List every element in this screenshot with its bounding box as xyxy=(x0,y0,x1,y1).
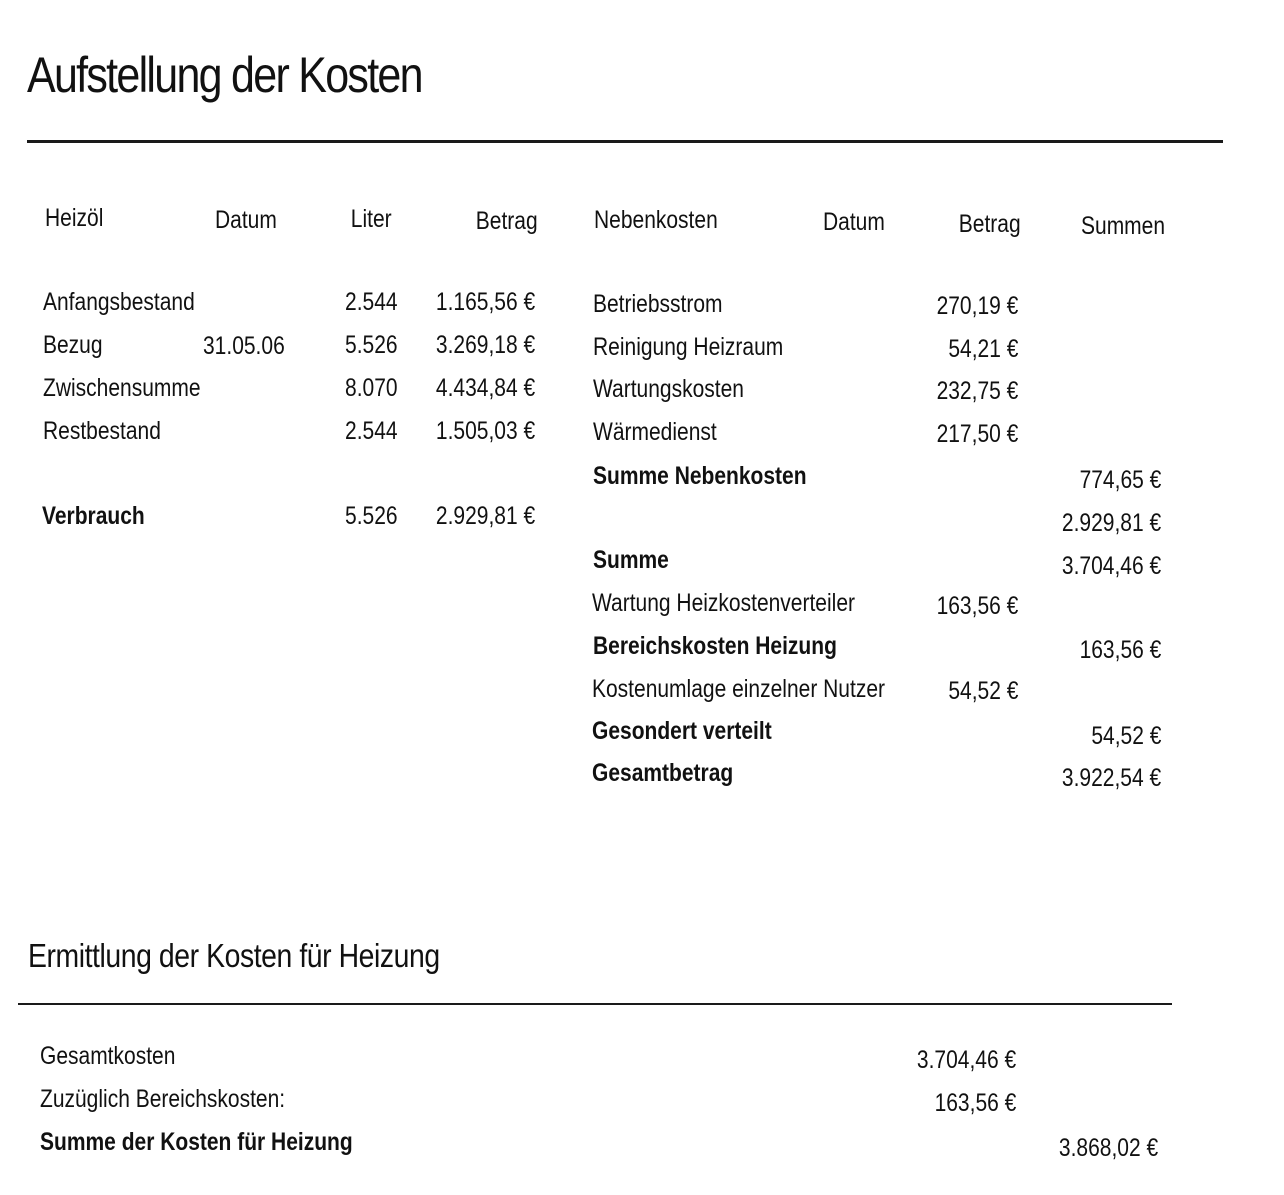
ermittlung-row-summe: 3.868,02 € xyxy=(1058,1134,1158,1162)
heizoel-row-label: Bezug xyxy=(43,331,103,359)
heizoel-header-betrag: Betrag xyxy=(476,207,538,235)
heizoel-row-betrag: 1.165,56 € xyxy=(435,288,535,316)
nebenkosten-header-datum: Datum xyxy=(823,208,885,236)
ermittlung-row-label: Zuzüglich Bereichskosten: xyxy=(40,1085,286,1113)
nebenkosten-row-label: Wartungskosten xyxy=(593,375,744,403)
heizoel-header-liter: Liter xyxy=(351,205,392,233)
nebenkosten-header-betrag: Betrag xyxy=(959,210,1021,238)
heizoel-row-liter: 2.544 xyxy=(345,288,398,316)
heizoel-verbrauch-liter: 5.526 xyxy=(345,502,398,530)
ermittlung-row-label: Summe der Kosten für Heizung xyxy=(40,1128,353,1156)
ermittlung-row-betrag: 3.704,46 € xyxy=(916,1046,1016,1074)
heizoel-row-betrag: 4.434,84 € xyxy=(435,374,535,402)
ermittlung-row-betrag: 163,56 € xyxy=(934,1089,1016,1117)
heizoel-verbrauch-betrag: 2.929,81 € xyxy=(435,502,535,530)
nebenkosten-row-summe: 163,56 € xyxy=(1079,636,1161,664)
heizoel-row-liter: 2.544 xyxy=(345,417,398,445)
nebenkosten-row-betrag: 163,56 € xyxy=(936,592,1018,620)
ermittlung-row-label: Gesamtkosten xyxy=(40,1042,176,1070)
heizoel-row-betrag: 3.269,18 € xyxy=(435,331,535,359)
nebenkosten-row-label: Reinigung Heizraum xyxy=(593,333,784,361)
nebenkosten-row-label: Kostenumlage einzelner Nutzer xyxy=(592,675,886,703)
nebenkosten-row-label: Gesondert verteilt xyxy=(592,717,772,745)
nebenkosten-row-summe: 3.922,54 € xyxy=(1061,764,1161,792)
page-title: Aufstellung der Kosten xyxy=(27,47,422,103)
nebenkosten-row-label: Summe xyxy=(593,546,669,574)
nebenkosten-row-label: Betriebsstrom xyxy=(593,290,723,318)
nebenkosten-row-summe: 54,52 € xyxy=(1090,722,1161,750)
heizoel-row-datum: 31.05.06 xyxy=(203,332,285,360)
nebenkosten-row-betrag: 54,21 € xyxy=(947,335,1018,363)
nebenkosten-row-summe: 2.929,81 € xyxy=(1061,509,1161,537)
heizoel-verbrauch-label: Verbrauch xyxy=(42,502,145,530)
nebenkosten-row-summe: 774,65 € xyxy=(1079,466,1161,494)
heizoel-row-liter: 5.526 xyxy=(345,331,398,359)
heizoel-header-label: Heizöl xyxy=(45,204,104,232)
nebenkosten-row-label: Gesamtbetrag xyxy=(592,759,734,787)
nebenkosten-row-label: Summe Nebenkosten xyxy=(593,462,807,490)
heizoel-header-datum: Datum xyxy=(215,206,277,234)
nebenkosten-row-betrag: 232,75 € xyxy=(936,377,1018,405)
heizoel-row-label: Anfangsbestand xyxy=(43,288,195,316)
heizoel-row-betrag: 1.505,03 € xyxy=(435,417,535,445)
nebenkosten-row-label: Wärmedienst xyxy=(593,418,717,446)
nebenkosten-row-betrag: 54,52 € xyxy=(947,677,1018,705)
heizoel-row-liter: 8.070 xyxy=(345,374,398,402)
nebenkosten-row-label: Bereichskosten Heizung xyxy=(593,632,837,660)
nebenkosten-row-betrag: 217,50 € xyxy=(936,420,1018,448)
nebenkosten-row-summe: 3.704,46 € xyxy=(1061,552,1161,580)
title-divider xyxy=(27,140,1223,143)
nebenkosten-header-label: Nebenkosten xyxy=(594,206,718,234)
section-title: Ermittlung der Kosten für Heizung xyxy=(28,937,440,974)
nebenkosten-row-label: Wartung Heizkostenverteiler xyxy=(592,589,855,617)
heizoel-row-label: Restbestand xyxy=(43,417,161,445)
nebenkosten-header-summen: Summen xyxy=(1080,212,1165,240)
heizoel-row-label: Zwischensumme xyxy=(43,374,201,402)
section-divider xyxy=(18,1003,1172,1005)
nebenkosten-row-betrag: 270,19 € xyxy=(936,292,1018,320)
